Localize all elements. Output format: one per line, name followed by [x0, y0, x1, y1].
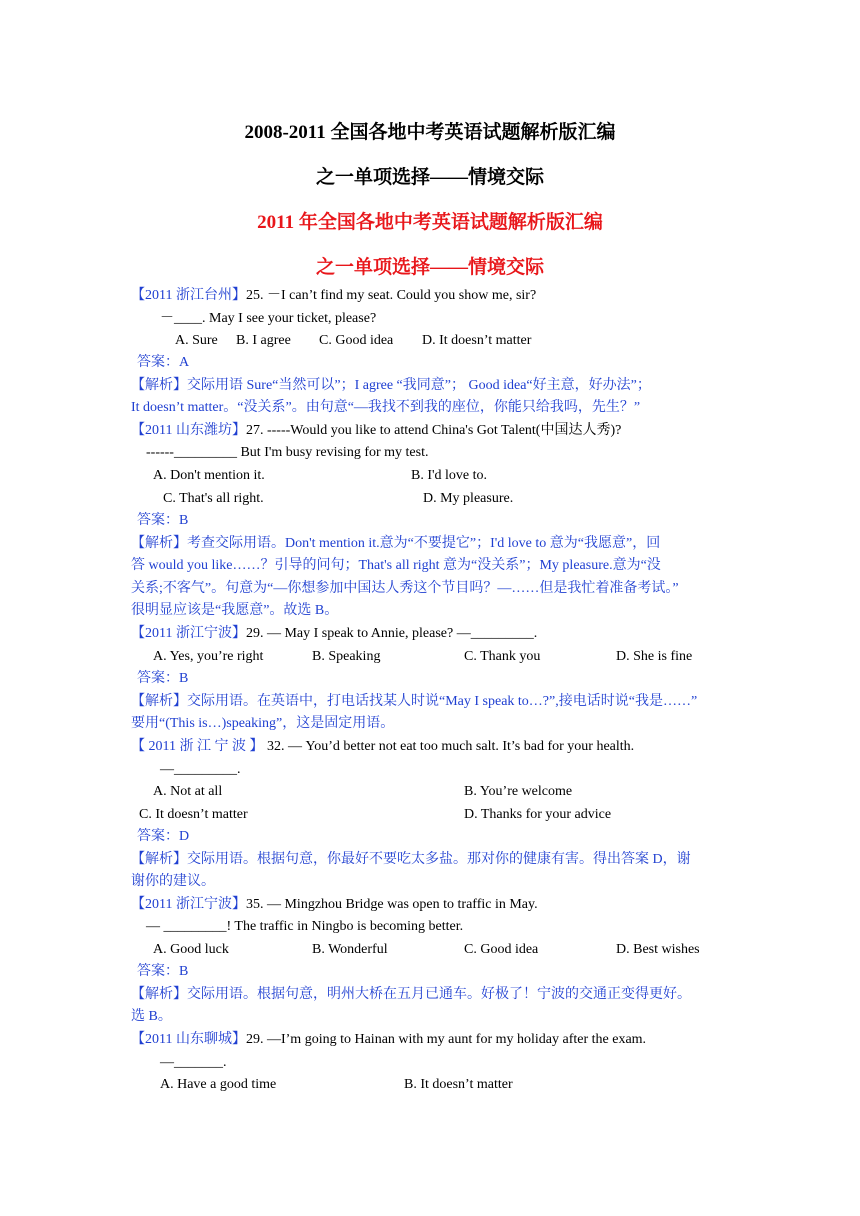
explanation-line: 【解析】交际用语。根据句意，你最好不要吃太多盐。那对你的健康有害。得出答案 D，谢 — [131, 852, 691, 867]
question-stem: 29. — May I speak to Annie, please? —_________. — [245, 626, 538, 641]
main-subtitle: 之一单项选择——情境交际 — [315, 167, 544, 188]
option-d: D. She is fine — [616, 649, 693, 664]
explanation-line: 【解析】交际用语。在英语中，打电话找某人时说“May I speak to…?”,接电话时说“我是……” — [131, 694, 698, 709]
option-a: A. Have a good time — [160, 1077, 277, 1092]
question-4-response: —_________. — [160, 762, 241, 777]
section-subtitle: 之一单项选择——情境交际 — [315, 257, 544, 278]
question-stem: 29. —I’m going to Hainan with my aunt for my holiday after the exam. — [245, 1032, 647, 1047]
option-d: D. Thanks for your advice — [464, 807, 612, 822]
explanation-line: 【解析】交际用语 Sure“当然可以”；I agree “我同意”； Good idea“好主意，好办法”； — [131, 378, 651, 393]
explanation-line: 选 B。 — [131, 1009, 172, 1024]
option-c: C. Thank you — [464, 649, 541, 664]
question-source: 【 2011 浙 江 宁 波 】 — [131, 739, 264, 754]
explanation-line: 关系;不客气”。句意为“—你想参加中国达人秀这个节目吗？—……但是我忙着准备考试。” — [131, 581, 679, 596]
question-5-response: — _________! The traffic in Ningbo is becoming better. — [146, 919, 464, 934]
explanation-line: 【解析】考查交际用语。Don't mention it.意为“不要提它”；I'd love to 意为“我愿意”，回 — [131, 536, 661, 551]
question-2 — [131, 421, 621, 441]
question-source: 【2011 浙江台州】 — [131, 288, 246, 303]
section-title: 2011 年全国各地中考英语试题解析版汇编 — [257, 212, 603, 233]
main-title: 2008-2011 全国各地中考英语试题解析版汇编 — [244, 122, 616, 143]
question-source: 【2011 浙江宁波】 — [131, 626, 246, 641]
question-source: 【2011 浙江宁波】 — [131, 897, 246, 912]
answer: 答案：D — [137, 829, 190, 844]
question-source: 【2011 山东聊城】 — [131, 1032, 246, 1047]
option-c: C. That's all right. — [163, 491, 264, 506]
option-b: B. Wonderful — [312, 942, 388, 957]
option-b: B. Speaking — [312, 649, 381, 664]
option-c: C. Good idea — [319, 333, 394, 348]
explanation-line: 答 would you like……？引导的问句；That's all right 意为“没关系”；My pleasure.意为“没 — [131, 558, 661, 573]
explanation-line: It doesn’t matter。“没关系”。由句意“—我找不到我的座位，你能只给我吗，先生？” — [131, 400, 641, 415]
option-d: D. My pleasure. — [423, 491, 514, 506]
explanation-line: 谢你的建议。 — [131, 874, 215, 889]
question-5 — [131, 895, 538, 915]
option-c: C. Good idea — [464, 942, 539, 957]
question-stem: 27. -----Would you like to attend China's Got Talent(中国达人秀)? — [245, 423, 622, 438]
question-6 — [131, 1030, 646, 1050]
answer: 答案：B — [137, 964, 189, 979]
option-b: B. I'd love to. — [411, 468, 488, 483]
answer: 答案：A — [137, 355, 190, 370]
question-4 — [131, 737, 634, 757]
option-b: B. You’re welcome — [464, 784, 573, 799]
option-a: A. Yes, you’re right — [153, 649, 264, 664]
option-a: A. Don't mention it. — [153, 468, 265, 483]
question-6-response: —_______. — [160, 1055, 227, 1070]
option-b: B. It doesn’t matter — [404, 1077, 513, 1092]
question-stem: 35. — Mingzhou Bridge was open to traffic in May. — [245, 897, 538, 912]
answer: 答案：B — [137, 671, 189, 686]
question-stem: 32. — You’d better not eat too much salt. It’s bad for your health. — [266, 739, 635, 754]
option-a: A. Good luck — [153, 942, 229, 957]
option-d: D. It doesn’t matter — [422, 333, 532, 348]
question-2-response: ------_________ But I'm busy revising for my test. — [146, 445, 429, 460]
question-stem: 25. －I can’t find my seat. Could you show me, sir? — [245, 288, 537, 303]
option-a: A. Not at all — [153, 784, 223, 799]
question-3 — [131, 624, 537, 644]
answer: 答案：B — [137, 513, 189, 528]
option-b: B. I agree — [236, 333, 291, 348]
explanation-line: 很明显应该是“我愿意”。故选 B。 — [131, 603, 339, 618]
question-source: 【2011 山东潍坊】 — [131, 423, 246, 438]
question-1 — [131, 286, 536, 306]
question-1-response: －____. May I see your ticket, please? — [160, 311, 377, 326]
explanation-line: 要用“(This is…)speaking”，这是固定用语。 — [131, 716, 395, 731]
option-d: D. Best wishes — [616, 942, 700, 957]
explanation-line: 【解析】交际用语。根据句意，明州大桥在五月已通车。好极了！宁波的交通正变得更好。 — [131, 987, 691, 1002]
option-a: A. Sure — [175, 333, 218, 348]
option-c: C. It doesn’t matter — [139, 807, 248, 822]
